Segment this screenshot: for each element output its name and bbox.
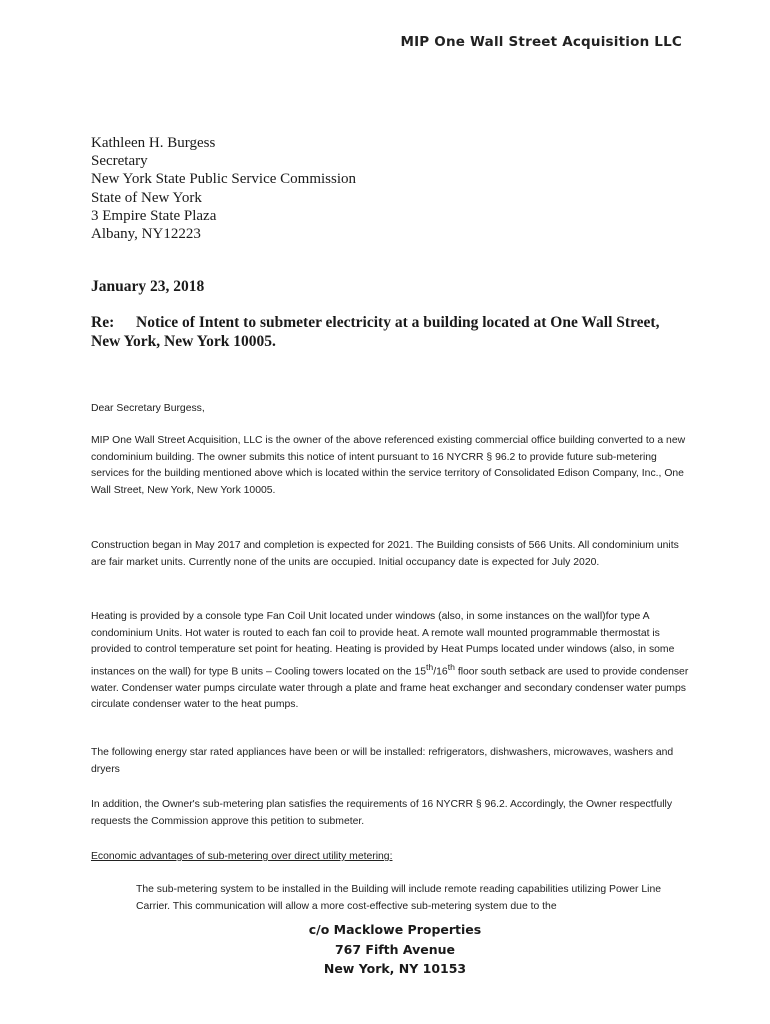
footer-line-city: New York, NY 10153: [323, 961, 467, 976]
recipient-title: Secretary: [91, 153, 148, 170]
footer-line-company: c/o Macklowe Properties: [308, 922, 482, 937]
heating-text-part-1: Heating is provided by a console type Fan Coil Unit located under windows (also, in some instances on the wall)for type A condominium Units. Hot water is routed to each fan coil to provide heat. A remote wall mounted programmable thermostat is provided to control temperature set point for heating. Heating is provided by Heat Pumps located under windows (also, in some instances on the wall) for type B units – Cooling towers located on the 15: [91, 611, 675, 678]
salutation: Dear Secretary Burgess,: [91, 403, 205, 414]
recipient-organization: New York State Public Service Commission: [91, 171, 356, 188]
letterhead-company-name: MIP One Wall Street Acquisition LLC: [400, 34, 682, 50]
footer-line-street: 767 Fifth Avenue: [334, 941, 456, 957]
section-heading-economic-advantages: Economic advantages of sub-metering over direct utility metering:: [91, 851, 393, 862]
footer-address: [0, 920, 770, 979]
subject-text: Notice of Intent to submeter electricity at a building located at One Wall Street, New York, New York 10005.: [91, 314, 660, 350]
paragraph-appliances: The following energy star rated appliances have been or will be installed: refrigerators, dishwashers, microwaves, washers and dryers: [91, 747, 674, 775]
letter-date: January 23, 2018: [91, 278, 205, 295]
superscript-th-1: th: [426, 661, 434, 672]
recipient-address-block: [91, 134, 356, 243]
paragraph-construction: Construction began in May 2017 and completion is expected for 2021. The Building consists of 566 Units. All condominium units are fair market units. Currently none of the units are occupied. Initial occupancy date is expected for July 2020.: [91, 540, 679, 568]
paragraph-ownership: MIP One Wall Street Acquisition, LLC is the owner of the above referenced existing commercial office building converted to a new condominium building. The owner submits this notice of intent pursuant to 16 NYCRR § 96.2 to provide future sub-metering services for the building mentioned above which is located within the service territory of Consolidated Edison Company, Inc., One Wall Street, New York, New York 10005.: [91, 435, 686, 496]
recipient-street: 3 Empire State Plaza: [91, 207, 217, 224]
paragraph-heating: [91, 609, 691, 714]
superscript-th-2: th: [447, 661, 455, 672]
recipient-city: Albany, NY12223: [91, 226, 201, 243]
paragraph-request: In addition, the Owner's sub-metering plan satisfies the requirements of 16 NYCRR § 96.2. Accordingly, the Owner respectfully requests the Commission approve this petition to submeter.: [91, 799, 673, 827]
heating-text-part-2: /16: [433, 666, 448, 678]
heating-text-part-3: floor south setback are used to provide condenser water. Condenser water pumps circulate water through a plate and frame heat exchanger and secondary condenser water pumps circulate condenser water to the heat pumps.: [91, 666, 689, 711]
recipient-state: State of New York: [91, 189, 202, 206]
subject-line: [91, 313, 691, 351]
paragraph-submetering-system: The sub-metering system to be installed in the Building will include remote reading capabilities utilizing Power Line Carrier. This communication will allow a more cost-effective sub-metering system due to the: [136, 884, 662, 912]
recipient-name: Kathleen H. Burgess: [91, 135, 216, 151]
subject-label: Re:: [91, 314, 115, 331]
